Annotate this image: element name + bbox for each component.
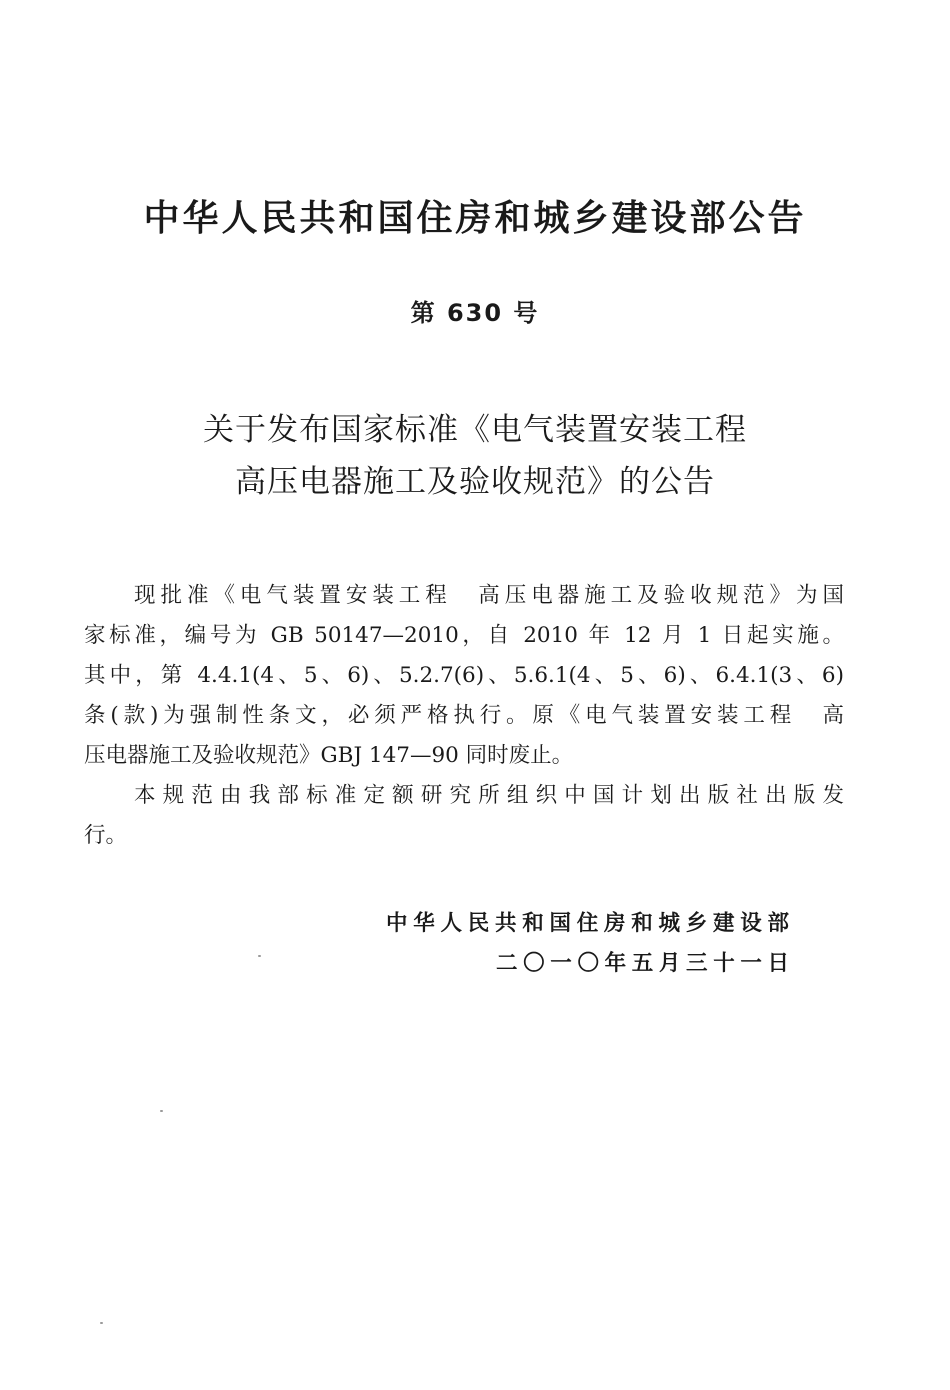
scan-speck <box>258 955 261 957</box>
signature-date: 二〇一〇年五月三十一日 <box>496 951 790 976</box>
bulletin-number: 第 630 号 <box>410 299 540 327</box>
announcement-title <box>60 404 890 508</box>
title-line: 高压电器施工及验收规范》的公告 <box>235 464 715 500</box>
signature-issuer: 中华人民共和国住房和城乡建设部 <box>386 911 790 936</box>
paragraph-2-line: 本规范由我部标准定额研究所组织中国计划出版社出版发 <box>134 783 844 808</box>
announcement-body <box>84 576 844 856</box>
paragraph-1-line: 其中，第 4.4.1(4、5、6)、5.2.7(6)、5.6.1(4、5、6)、6.4.1(3、6) <box>84 663 844 688</box>
scan-speck <box>100 1322 103 1324</box>
issuer-heading: 中华人民共和国住房和城乡建设部公告 <box>143 198 807 239</box>
signature-block <box>386 904 790 984</box>
scan-speck <box>160 1110 163 1112</box>
paragraph-1-line: 家标准，编号为 GB 50147—2010，自 2010 年 12 月 1 日起实施。 <box>84 623 844 648</box>
paragraph-1-line: 现批准《电气装置安装工程 高压电器施工及验收规范》为国 <box>134 583 844 608</box>
title-line: 关于发布国家标准《电气装置安装工程 <box>203 412 747 448</box>
paragraph-1-line: 条(款)为强制性条文，必须严格执行。原《电气装置安装工程 高 <box>84 703 844 728</box>
paragraph-1-line: 压电器施工及验收规范》GBJ 147—90 同时废止。 <box>84 743 574 768</box>
paragraph-2-line: 行。 <box>84 823 128 848</box>
